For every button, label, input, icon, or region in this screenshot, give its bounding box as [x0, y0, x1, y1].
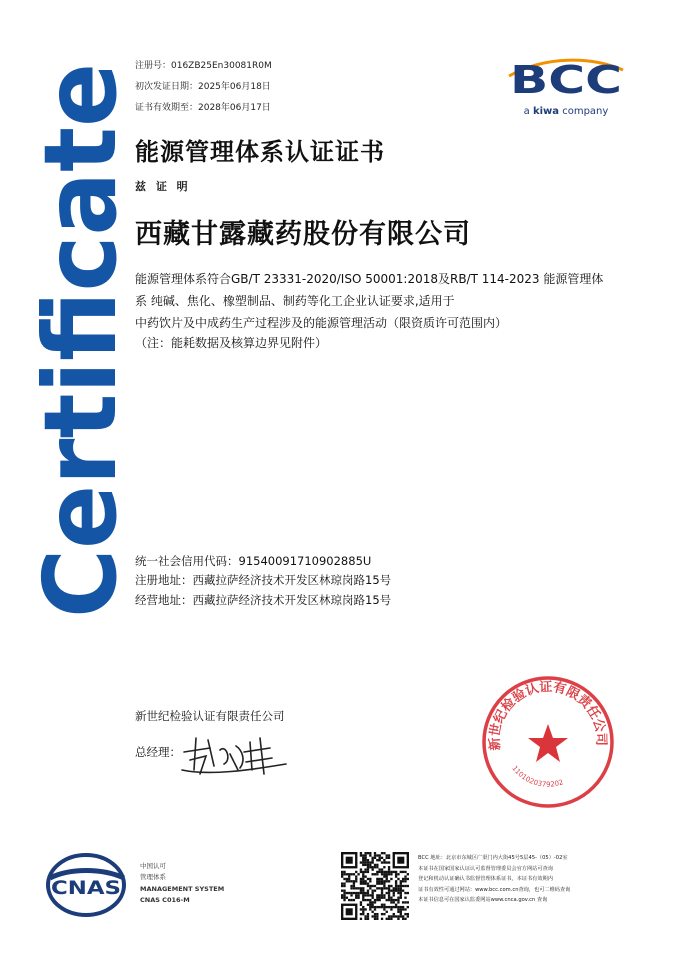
first-issue-date: 初次发证日期：2025年06月18日	[135, 82, 271, 92]
certify-label: 兹 证 明	[135, 180, 191, 193]
scope-line: 能源管理体系符合GB/T 23331-2020/ISO 50001:2018及RB/T 114-2023 能源管理体	[135, 272, 604, 286]
cnas-logo-text: CNAS	[51, 877, 121, 899]
bcc-note-line: 本证书在国家国家认证认可监督管理委员会官方网站可查询	[418, 865, 553, 872]
bcc-note	[418, 853, 570, 906]
general-manager-label: 总经理：	[135, 745, 181, 759]
issuer-name: 新世纪检验认证有限责任公司	[135, 709, 285, 723]
registered-address: 注册地址：西藏拉萨经济技术开发区林琼岗路15号	[135, 573, 392, 587]
cnas-line-4: CNAS C016-M	[140, 896, 190, 904]
certificate-title: 能源管理体系认证证书	[135, 138, 385, 166]
bcc-note-line: 登记和机动认证确认书监督管理体系证书，本证书有效期内	[418, 876, 553, 882]
scope-note: （注：能耗数据及核算边界见附件）	[135, 336, 328, 350]
seal-text: 新世纪检验认证有限责任公司	[487, 679, 609, 751]
scope-line: 系 纯碱、焦化、橡塑制品、制药等化工企业认证要求,适用于	[135, 294, 455, 308]
bcc-sub-brand: kiwa	[532, 106, 560, 117]
registration-number: 注册号：016ZB25En30081R0M	[135, 61, 272, 71]
operating-address: 经营地址：西藏拉萨经济技术开发区林琼岗路15号	[135, 593, 392, 607]
company-name: 西藏甘露藏药股份有限公司	[135, 219, 471, 250]
bcc-logo-subtitle	[524, 106, 609, 117]
certificate-vertical-word	[22, 28, 139, 620]
bcc-note-line: BCC 地址：北京市东城区广渠门内大街45号5层45-（05）-02室	[418, 855, 568, 861]
cnas-line-1: 中国认可	[140, 862, 166, 870]
bcc-logo-text: BCC	[510, 58, 622, 102]
cnas-line-2: 管理体系	[140, 873, 166, 881]
certificate-word-text: Certificate	[22, 28, 139, 618]
bcc-note-line: 本证书信息可在国家认监委网站www.cnca.gov.cn 查询	[418, 897, 548, 903]
credit-code: 统一社会信用代码：91540091710902885U	[135, 554, 372, 568]
company-seal	[478, 672, 618, 812]
signature-image	[180, 730, 290, 778]
valid-until-date: 证书有效期至：2028年06月17日	[135, 103, 271, 113]
cnas-line-3: MANAGEMENT SYSTEM	[140, 885, 225, 893]
qr-code[interactable]	[341, 852, 409, 920]
cnas-logo	[40, 850, 240, 920]
bcc-sub-prefix: a	[523, 106, 533, 117]
bcc-note-line: 证书有效性可通过网站：www.bcc.com.cn查询，也可二维码查询	[418, 886, 571, 893]
bcc-logo	[505, 48, 627, 120]
seal-star	[528, 724, 568, 762]
scope-line: 中药饮片及中成药生产过程涉及的能源管理活动（限资质许可范围内）	[135, 316, 508, 330]
seal-number: 1101020379202	[510, 764, 565, 789]
bcc-sub-suffix: company	[559, 106, 609, 117]
